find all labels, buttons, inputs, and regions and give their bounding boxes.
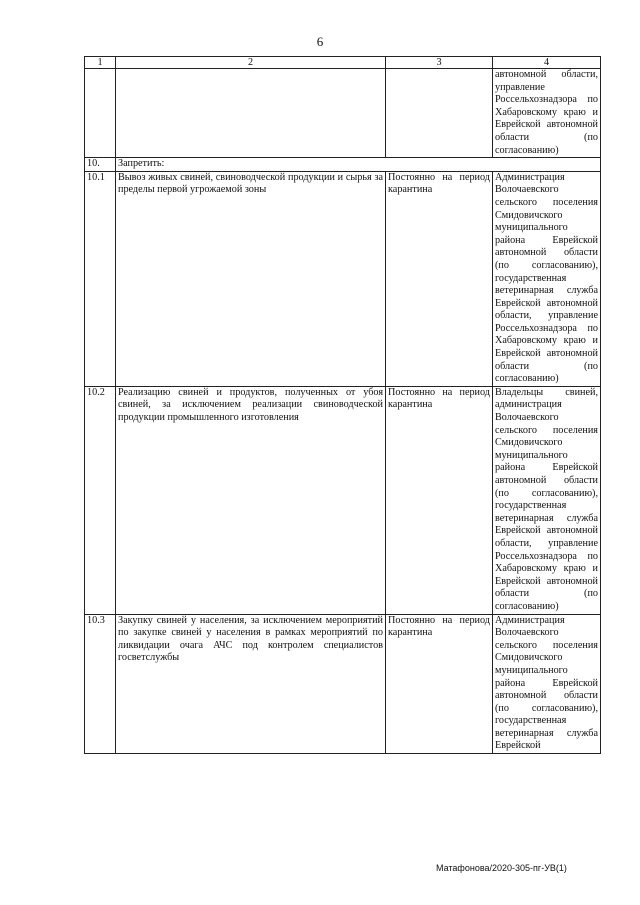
section-row xyxy=(85,158,601,172)
section-title: Запретить: xyxy=(116,158,601,172)
column-header: 2 xyxy=(116,57,386,69)
cell-term xyxy=(386,69,493,158)
row-number: 10.3 xyxy=(85,614,116,754)
row-text: Реализацию свиней и продуктов, полученных от убоя свиней, за исключением реализации свиноводческой продукции промышленного изготовления xyxy=(116,386,386,614)
section-number: 10. xyxy=(85,158,116,172)
column-header: 4 xyxy=(493,57,601,69)
column-header: 3 xyxy=(386,57,493,69)
cell-responsible: автономной области, управление Россельхознадзора по Хабаровскому краю и Еврейской автономной области (по согласованию) xyxy=(493,69,601,158)
cell-text xyxy=(116,69,386,158)
table-row xyxy=(85,171,601,386)
row-text: Вывоз живых свиней, свиноводческой продукции и сырья за пределы первой угрожаемой зоны xyxy=(116,171,386,386)
cell-num xyxy=(85,69,116,158)
document-table xyxy=(84,56,601,754)
continuation-row xyxy=(85,69,601,158)
row-text: Закупку свиней у населения, за исключением мероприятий по закупке свиней у населения в рамках мероприятий по ликвидации очага АЧС под контролем специалистов госветслужбы xyxy=(116,614,386,754)
row-responsible: Владельцы свиней, администрация Волочаевского сельского поселения Смидовичского муниципального района Еврейской автономной области (по согласованию), государственная ветеринарная служба Еврейской автономной области, управление Россельхознадзора по Хабаровскому краю и Еврейской автономной области (по согласованию) xyxy=(493,386,601,614)
column-header: 1 xyxy=(85,57,116,69)
document-code: Матафонова/2020-305-пг-УВ(1) xyxy=(436,863,567,873)
row-number: 10.1 xyxy=(85,171,116,386)
row-term: Постоянно на период карантина xyxy=(386,171,493,386)
table-row xyxy=(85,614,601,754)
row-responsible: Администрация Волочаевского сельского поселения Смидовичского муниципального района Еврейской автономной области (по согласованию), государственная ветеринарная служба Еврейской автономной области, управление Россельхознадзора по Хабаровскому краю и Еврейской автономной области (по согласованию) xyxy=(493,171,601,386)
row-number: 10.2 xyxy=(85,386,116,614)
row-term: Постоянно на период карантина xyxy=(386,386,493,614)
page-number: 6 xyxy=(316,34,324,49)
table-row xyxy=(85,386,601,614)
row-responsible: Администрация Волочаевского сельского поселения Смидовичского муниципального района Еврейской автономной области (по согласованию), государственная ветеринарная служба Еврейской xyxy=(493,614,601,754)
row-term: Постоянно на период карантина xyxy=(386,614,493,754)
table-header-row xyxy=(85,57,601,69)
